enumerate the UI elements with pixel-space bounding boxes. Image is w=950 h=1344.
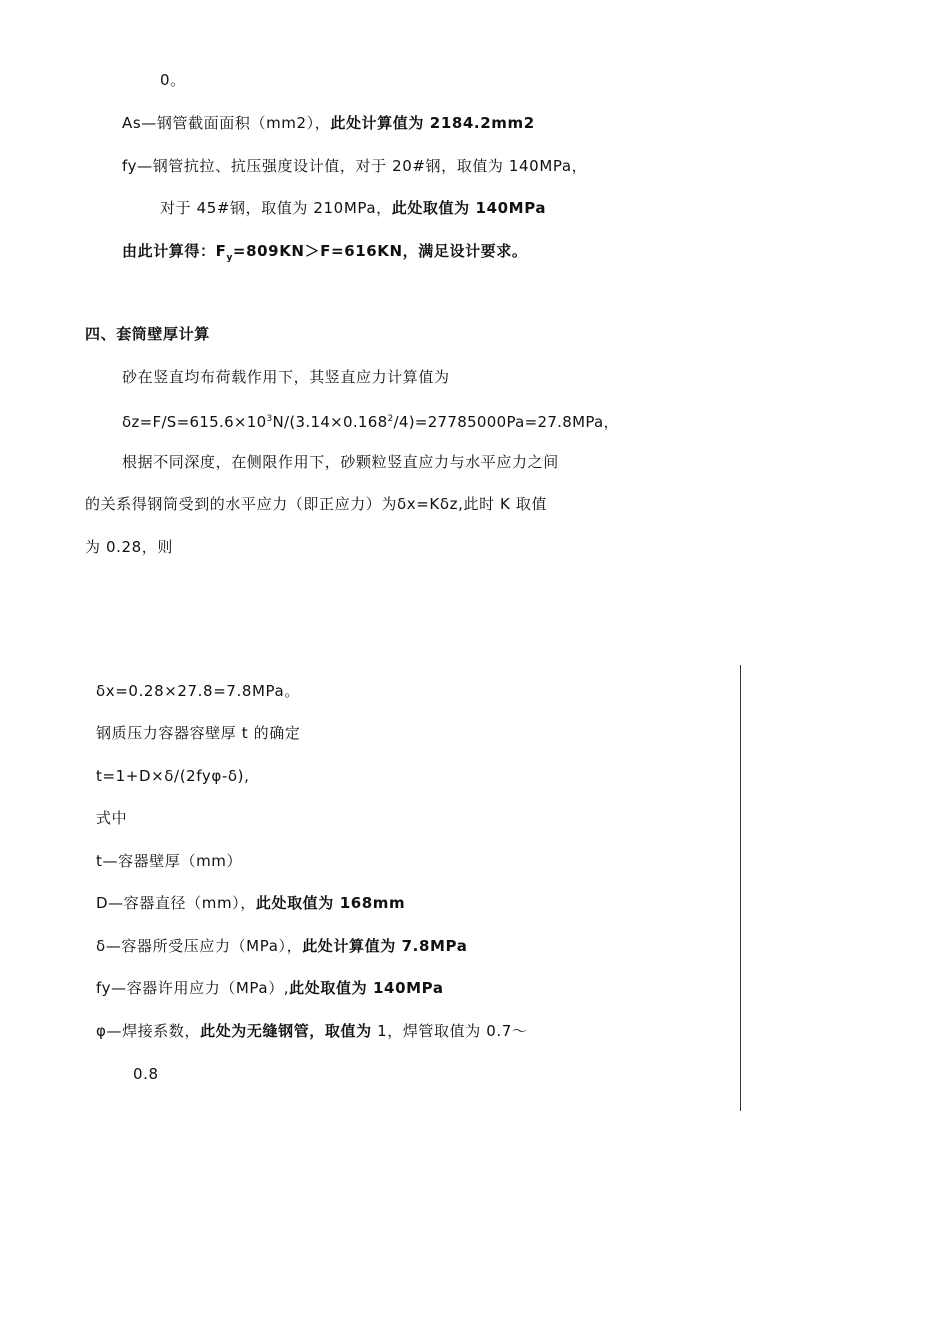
paragraph-lateral-3: 为 0.28，则 (85, 538, 173, 556)
phi-seamless: 此处为无缝钢管，取值为 (200, 1022, 372, 1040)
phi-label: φ—焊接系数， (96, 1022, 201, 1040)
paragraph-lateral-2: 的关系得钢筒受到的水平应力（即正应力）为δx=Kδz,此时 K 取值 (85, 495, 548, 513)
result-subscript: y (226, 253, 233, 263)
as-label: As—钢管截面面积（mm2）， (122, 114, 331, 132)
formula-part-1: δz=F/S=615.6×10 (122, 413, 267, 431)
formula-exp-1: 3 (266, 414, 273, 424)
d-label: D—容器直径（mm）， (96, 894, 256, 912)
fy-allowable-label: fy—容器许用应力（MPa）, (96, 979, 290, 997)
continuation-zero: 0。 (160, 71, 186, 89)
wall-thickness-title: 钢质压力容器容壁厚 t 的确定 (96, 724, 301, 742)
formula-part-2: N/(3.14×0.168 (272, 413, 388, 431)
fy-definition: fy—钢管抗拉、抗压强度设计值，对于 20#钢，取值为 140MPa， (122, 157, 588, 175)
formula-part-3: /4)=27785000Pa=27.8MPa， (393, 413, 619, 431)
fy-45-steel: 对于 45#钢，取值为 210MPa， (160, 199, 392, 217)
formula-exp-2: 2 (387, 414, 394, 424)
phi-definition-cont: 0.8 (133, 1065, 159, 1083)
result-suffix: =809KN＞F=616KN，满足设计要求。 (232, 242, 528, 260)
where-label: 式中 (96, 809, 128, 827)
fy-allowable-value: 此处取值为 140MPa (289, 979, 444, 997)
phi-definition (96, 1021, 527, 1041)
wall-thickness-formula: t=1+D×δ/(2fyφ-δ), (96, 767, 250, 785)
d-value: 此处取值为 168mm (255, 894, 406, 912)
as-value: 此处计算值为 2184.2mm2 (330, 114, 535, 132)
result-prefix: 由此计算得：F (122, 242, 227, 260)
paragraph-lateral-1: 根据不同深度，在侧限作用下，砂颗粒竖直应力与水平应力之间 (122, 453, 559, 471)
table-vertical-rule (740, 665, 741, 1111)
delta-value: 此处计算值为 7.8MPa (302, 937, 468, 955)
result-line (122, 241, 527, 268)
phi-values: 1，焊管取值为 0.7～ (371, 1022, 528, 1040)
delta-definition (96, 936, 467, 956)
formula-vertical-stress (122, 409, 619, 432)
paragraph-vertical-stress: 砂在竖直均布荷载作用下，其竖直应力计算值为 (122, 368, 450, 386)
section-heading: 四、套筒壁厚计算 (85, 325, 210, 343)
fy-allowable-definition (96, 978, 444, 998)
as-definition (122, 113, 535, 133)
delta-label: δ—容器所受压应力（MPa）， (96, 937, 303, 955)
fy-definition-cont (160, 198, 546, 218)
fy-value: 此处取值为 140MPa (391, 199, 547, 217)
t-definition: t—容器壁厚（mm） (96, 852, 243, 870)
horizontal-stress-result: δx=0.28×27.8=7.8MPa。 (96, 682, 300, 700)
d-definition (96, 893, 405, 913)
